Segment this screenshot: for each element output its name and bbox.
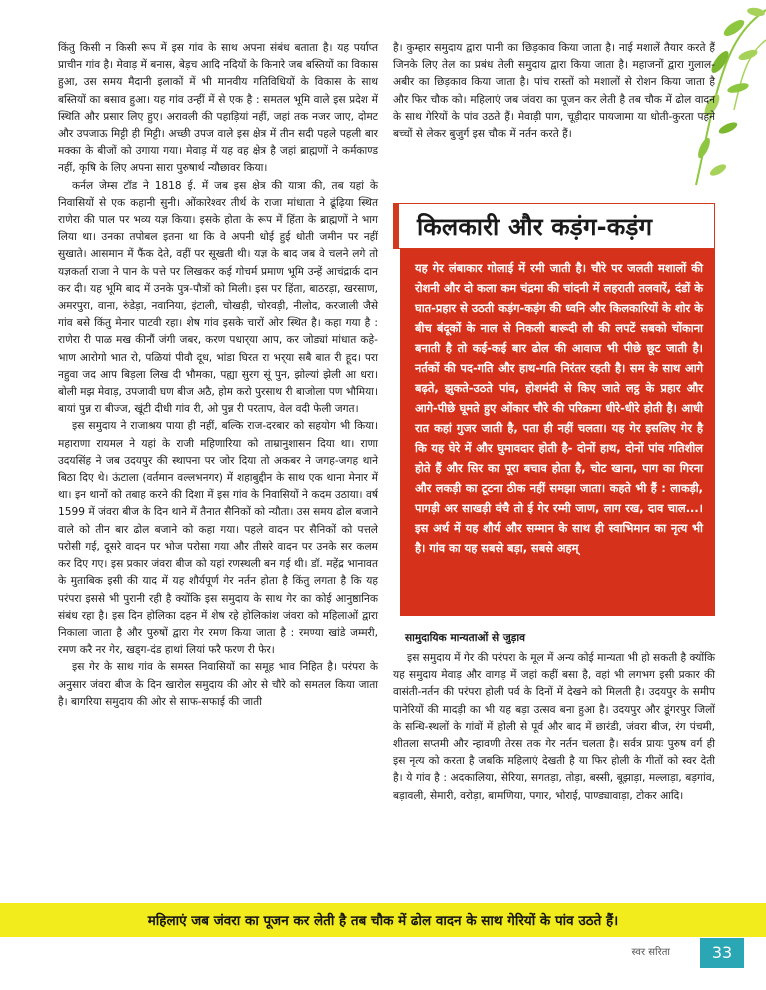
right-article-column-top — [393, 40, 715, 143]
section-paragraph: इस समुदाय में गेर की परंपरा के मूल में अन्य कोई मान्यता भी हो सकती है क्योंकि यह समुदाय मेवाड़ और वागड़ में जहां कहीं बसा है, वहां भी लगभग इसी प्रकार की वासंती-नर्तन की परंपरा होली पर्व के दिनों में देखने को मिलती है। उदयपुर के समीप पानेरियों की मादड़ी का भी यह बड़ा उत्सव बना हुआ है। उदयपुर और डूंगरपुर जिलों के सन्धि-स्थलों के गांवों में होली से पूर्व और बाद में छारंडी, जंवरा बीज, रंग पंचमी, शीतला सप्तमी और न्हावणी तेरस तक गेर नर्तन चलता है। सर्वत्र प्रायः पुरुष वर्ग ही इस नृत्य को करता है जबकि महिलाएं देखती है या फिर होली के गीतों को स्वर देती है। ये गांव है : अदकालिया, सेरिया, सगतड़ा, तोड़ा, बस्सी, बूझाड़ा, मल्लाड़ा, बड़गांव, बड़ावली, सेमारी, वरोड़ा, बामणिया, पगार, भोराई, पाण्ड्यावाड़ा, टोकर आदि। — [393, 652, 715, 802]
pull-quote-band — [0, 903, 766, 937]
boxed-story-body — [400, 249, 715, 616]
page-number: 33 — [700, 938, 744, 968]
left-paragraph-4: इस गेर के साथ गांव के समस्त निवासियों का समूह भाव निहित है। परंपरा के अनुसार जंवरा बीज के दिन खारोल समुदाय की ओर से चौरे को समतल किया जाता है। बागरिया समुदाय की ओर से साफ-सफाई की जाती — [58, 661, 378, 708]
left-paragraph-3: इस समुदाय ने राजाश्रय पाया ही नहीं, बल्कि राज-दरबार को सहयोग भी किया। महाराणा रायमल ने यहां के राजी महिणारिया को ताम्रानुशासन दिया था। राणा उदयसिंह ने जब उदयपुर की स्थापना पर जोर दिया तो अकबर ने जगह-जगह थाने बिठा दिए थे। ऊंटाला (वर्तमान वल्लभनगर) में शहाबुद्दीन के साथ एक थाना मेनार में था। इन थानों को तबाह करने की दिशा में इस गांव के निवासियों ने कदम उठाया। वर्ष 1599 में जंवरा बीज के दिन थाने में तैनात सैनिकों को न्यौता। उस समय ढोल बजाने वाले को तीन बार ढोल बजाने को कहा गया। पहले वादन पर सैनिकों को पत्तले परोसी गई, दूसरे वादन पर भोज परोसा गया और तीसरे वादन पर उनके सर कलम कर दिए गए। इस प्रकार जंवरा बीज को यहां रणस्थली बन गई थी। डॉ. महेंद्र भानावत के मुताबिक इसी की याद में यह शौर्यपूर्ण गेर नर्तन होता है किंतु लगता है कि यह परंपरा इससे भी पुरानी रही है क्योंकि इस समुदाय के साथ गेर का कोई आनुष्ठानिक संबंध रहा है। इस दिन होलिका दहन में शेष रहे होलिकांश जंवरा को महिलाओं द्वारा निकाला जाता है और पुरुषों द्वारा गेर रमण किया जाता है : रमण्या खांडे जम्मरी, रमण करै नर गेर, खड्ग-दंड हाथां लियां फरै फरण री फेर। — [58, 420, 378, 657]
magazine-name: स्वर सरिता — [631, 947, 670, 958]
left-article-column — [58, 40, 378, 711]
boxed-story-title: किलकारी और कड़ंग-कड़ंग — [417, 213, 653, 241]
pull-quote-text: महिलाएं जब जंवरा का पूजन कर लेती है तब चौक में ढोल वादन के साथ गेरियों के पांव उठते हैं। — [147, 913, 619, 929]
boxed-story-title-bar — [393, 203, 715, 249]
boxed-story-text: यह गेर लंबाकार गोलाई में रमी जाती है। चौरे पर जलती मशालों की रोशनी और दो कला कम चंद्रमा की चांदनी में लहराती तलवारें, दंडों के घात-प्रहार से उठती कड़ंग-कड़ंग की ध्वनि और किलकारियों के शोर के बीच बंदूकों के नाल से निकली बारूदी लौ की लपटें सबको चोंकाना बनाती है तो कई-कई बार ढोल की आवाज भी पीछे छूट जाती है। नर्तकों की पद-गति और हाथ-गति निरंतर रहती है। सम के साथ आगे बढ़ते, झुकते-उठते पांव, होशमंदी से किए जाते लट्ठ के प्रहार और आगे-पीछे घूमते हुए ओंकार चौरे की परिक्रमा धीरे-धीरे होती है। आधी रात कहां गुजर जाती है, पता ही नहीं चलता। यह गेर इसलिए गेर है कि यह घेरे में और घुमावदार होती है- दोनों हाथ, दोनों पांव गतिशील होते हैं और सिर का पूरा बचाव होता है, चोट खाना, पाग का गिरना और लकड़ी का टूटना ठीक नहीं समझा जाता। कहते भी हैं : लाकड़ी, पागड़ी अर साखड़ी वंचै तो ई गेर रम्मी जाण, लाग रख, दाव चाल...। इस अर्थ में यह शौर्य और सम्मान के साथ ही स्वाभिमान का नृत्य भी है। गांव का यह सबसे बड़ा, सबसे अहम् — [415, 261, 703, 555]
left-paragraph-1: किंतु किसी न किसी रूप में इस गांव के साथ अपना संबंध बताता है। यह पर्याप्त प्राचीन गांव है। मेवाड़ में बनास, बेड़च आदि नदियों के किनारे जब बस्तियों का विकास हुआ, उस समय मैदानी इलाकों में भी मानवीय गतिविधियों के विकास के साथ बस्तियों का बसाव हुआ। यह गांव उन्हीं में से एक है : समतल भूमि वाले इस प्रदेश में स्थिति और प्रसार लिए हुए। अरावली की पहाड़ियां नहीं, जहां तक नजर जाए, दोमट और उपजाऊ मिट्टी ही मिट्टी। अच्छी उपज वाले इस क्षेत्र में तीन सदी पहले पहली बार मक्का के बीजों को उगाया गया। मेवाड़ में यह वह क्षेत्र है जहां ब्राह्मणों ने कर्मकाण्ड नहीं, कृषि के लिए अपना सारा पुरुषार्थ न्यौछावर किया। — [58, 42, 378, 175]
right-article-column-bottom — [393, 650, 715, 805]
section-heading: सामुदायिक मान्यताओं से जुड़ाव — [405, 632, 525, 644]
right-paragraph-1: है। कुम्हार समुदाय द्वारा पानी का छिड़काव किया जाता है। नाई मशालें तैयार करते हैं जिनके लिए तेल का प्रबंध तेली समुदाय द्वारा किया जाता है। महाजनों द्वारा गुलाल-अबीर का छिड़काव किया जाता है। पांच रास्तों को मशालों से रोशन किया जाता है और फिर चौक को। महिलाएं जब जंवरा का पूजन कर लेती है तब चौक में ढोल वादन के साथ गेरियों के पांव उठते हैं। मेवाड़ी पाग, चूड़ीदार पायजामा या धोती-कुरता पहने बच्चों से लेकर बुजुर्ग इस चौक में नर्तन करते हैं। — [393, 42, 715, 141]
left-paragraph-2: कर्नल जेम्स टॉड ने 1818 ई. में जब इस क्षेत्र की यात्रा की, तब यहां के निवासियों से एक कहानी सुनी। ओंकारेश्वर तीर्थ के राजा मांधाता ने ढूंढ़िया स्थित राणेरा की पाल पर भव्य यज्ञ किया। इसके होता के रूप में हिंता के ब्राह्मणों ने भाग लिया था। उनका तपोबल इतना था कि वे अपनी धोई हुई धोती जमीन पर नहीं सुखाते। आसमान में फैंक देते, वहीं पर सूखती थी। यज्ञ के बाद जब वे चलने लगे तो यज्ञकर्ता राजा ने पान के पत्ते पर लिखकर कई गोचर्म प्रमाण भूमि उन्हें आचंद्रार्क दान कर दी। यह भूमि बाद में उनके पुत्र-पौत्रों को मिली। इस पर हिंता, बाठरड़ा, खरसाण, अमरपुरा, वाना, रुंडेड़ा, नवानिया, इंटाली, चोखड़ी, चोरवड़ी, नीलोद, करजाली जैसे गांव बसे किंतु मेनार पाटवी रहा। शेष गांव इसके चारों ओर स्थित है। कहा गया है : राणेरा री पाळ मख कीनौं जंगी जबर, करण पधार्‌या आप, कर जोड्यां मांधात कहे- भाण आरोगो भात रो, पळियां पीवौ दूध, भांडा घिरत रा भर्‌या सबै बात री हूद। परा नहुवा जद आप बिड़ला लिख दी भौमका, पह्या सुरग सूं पुन, झोल्यां झेली आ धरा। बोली मझ मेवाड़, उपजावी घण बीज अठै, होम करो पुरसाथ री बाजोला पण भौमिया। बायां पुन्न रा बीज्ज, खूंटी दीधी गांव री, ओ पुन्न री परताप, वेल वदी फेली जगत। — [58, 179, 378, 416]
